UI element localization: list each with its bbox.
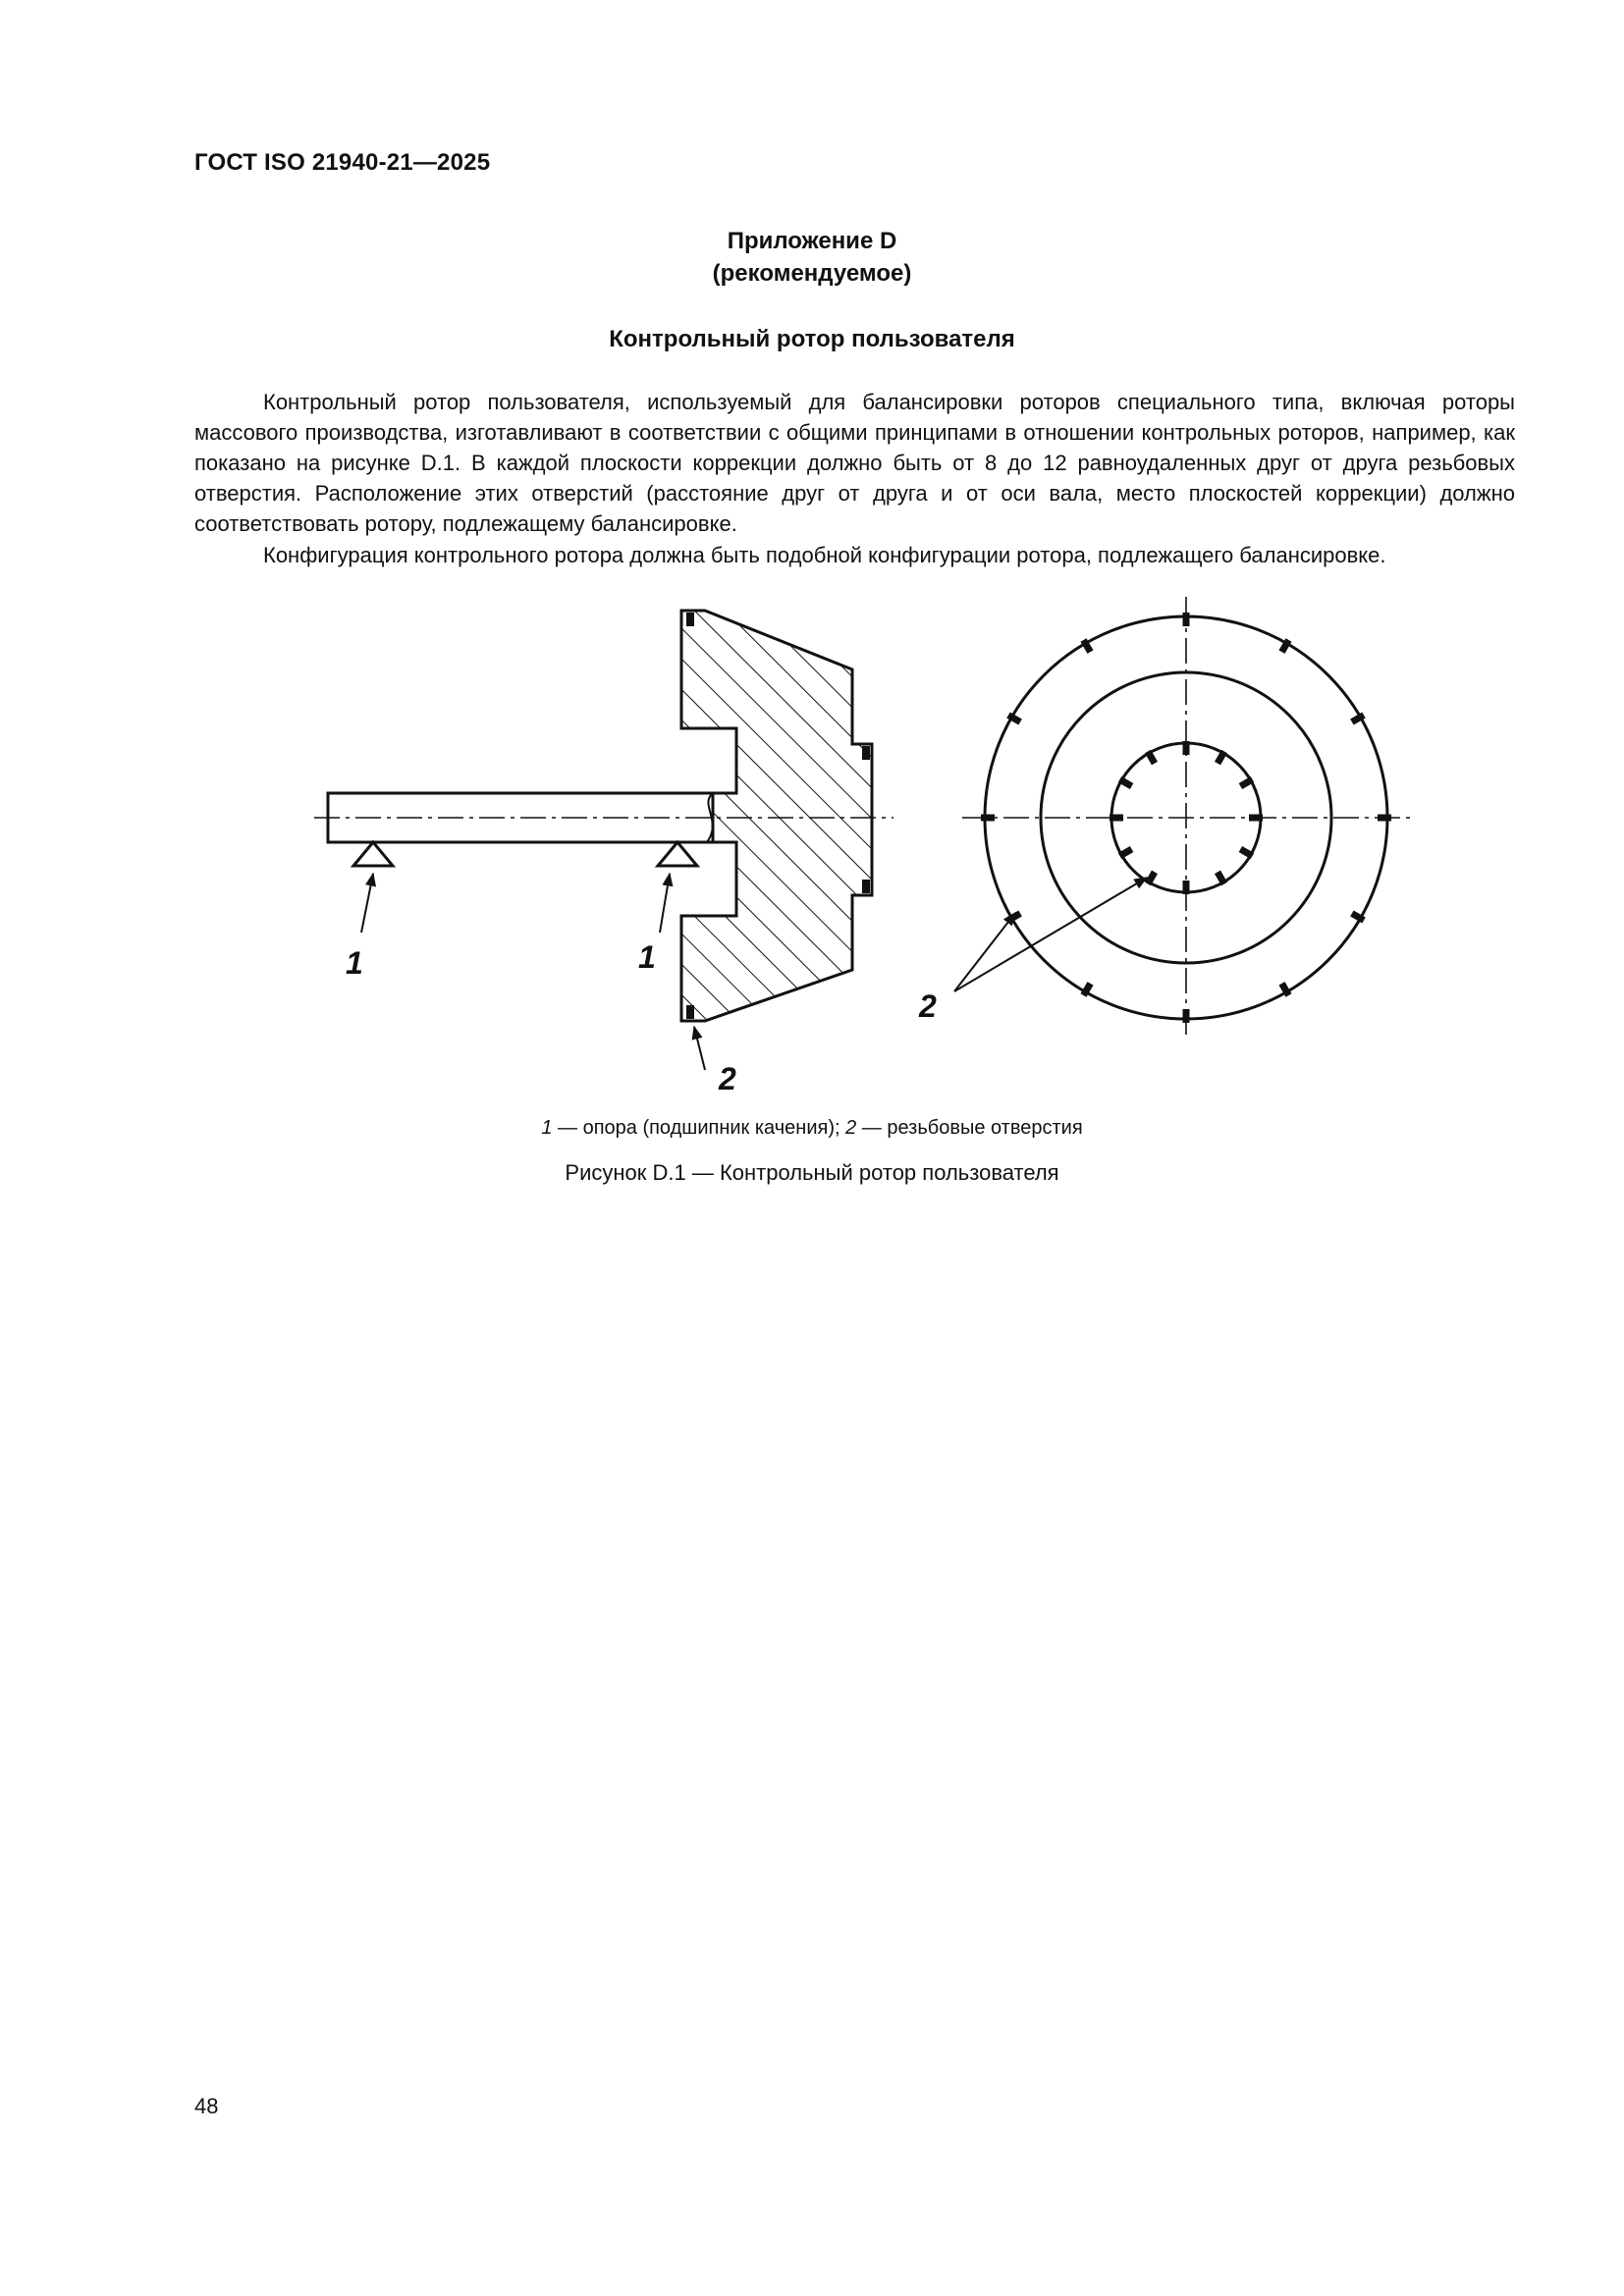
rotor-figure — [0, 589, 1624, 1099]
legend-text-2: — резьбовые отверстия — [856, 1117, 1083, 1139]
leader-support-left — [361, 874, 373, 933]
label-support-left: 1 — [346, 945, 363, 981]
legend-num-1: 1 — [541, 1117, 553, 1139]
figure-caption: Рисунок D.1 — Контрольный ротор пользователя — [565, 1160, 1059, 1185]
inner-threaded-hole-11 — [1218, 752, 1224, 764]
page-number: 48 — [194, 2094, 219, 2118]
leader-support-right — [660, 874, 670, 933]
inner-threaded-hole-6 — [1120, 849, 1132, 856]
standard-header: ГОСТ ISO 21940-21—2025 — [194, 149, 491, 176]
inner-threaded-hole-12 — [1240, 779, 1252, 786]
paragraph-1: Контрольный ротор пользователя, используемый для балансировки роторов специального типа, включая роторы массового производства, изготавливают в соответствии с общими принципами в отношении контрольных роторов, например, как показано на рисунке D.1. В каждой плоскости коррекции должно быть от 8 до 12 равноудаленных друг от друга резьбовых отверстия. Расположение этих отверстий (расстояние друг от друга и от оси вала, место плоскостей коррекции) должно соответствовать ротору, подлежащему балансировке. — [194, 390, 1515, 536]
paragraph-2: Конфигурация контрольного ротора должна быть подобной конфигурации ротора, подлежащего балансировке. — [263, 543, 1386, 567]
side-view — [314, 611, 893, 1096]
inner-threaded-hole-3 — [1218, 872, 1224, 883]
inner-threaded-hole-5 — [1148, 872, 1155, 883]
leader-holes-end-inner — [954, 878, 1147, 991]
label-holes-side: 2 — [719, 1061, 736, 1096]
threaded-hole-bottom — [686, 1005, 694, 1019]
threaded-hole-right-upper — [862, 746, 870, 760]
threaded-hole-top — [686, 613, 694, 626]
leader-holes-end-outer — [954, 913, 1015, 991]
threaded-hole-right-lower — [862, 880, 870, 893]
leader-holes-side — [694, 1027, 705, 1070]
legend-num-2: 2 — [845, 1117, 857, 1139]
label-support-right: 1 — [638, 939, 656, 975]
annex-heading: Контрольный ротор пользователя — [609, 326, 1015, 352]
support-left — [353, 842, 393, 866]
end-view — [918, 597, 1410, 1039]
annex-title: Приложение D — [727, 228, 897, 254]
figure-legend — [0, 1117, 1624, 1140]
inner-threaded-hole-9 — [1148, 752, 1155, 764]
legend-text-1: — опора (подшипник качения); — [552, 1117, 846, 1139]
annex-status: (рекомендуемое) — [712, 260, 912, 287]
inner-threaded-hole-2 — [1240, 849, 1252, 856]
label-holes-end: 2 — [919, 988, 937, 1024]
inner-threaded-hole-8 — [1120, 779, 1132, 786]
support-right — [658, 842, 697, 866]
